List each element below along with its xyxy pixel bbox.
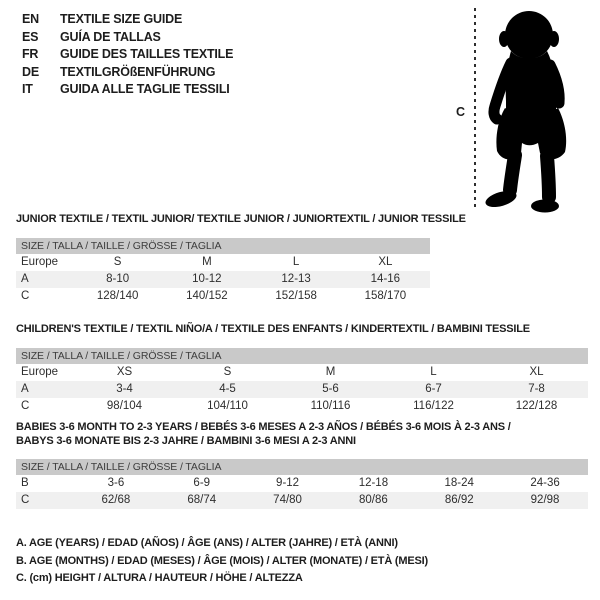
language-code: EN [22, 12, 39, 26]
table-cell: 122/128 [515, 399, 558, 412]
table-title: JUNIOR TEXTILE / TEXTIL JUNIOR/ TEXTILE JUNIOR / JUNIORTEXTIL / JUNIOR TESSILE [16, 213, 466, 225]
row-label: B [21, 477, 29, 489]
guide-title: TEXTILE SIZE GUIDE [60, 12, 183, 26]
table-row [16, 271, 430, 288]
footnote-line: A. AGE (YEARS) / EDAD (AÑOS) / ÂGE (ANS) / ALTER (JAHRE) / ETÀ (ANNI) [16, 537, 398, 549]
language-code: DE [22, 64, 39, 79]
table-cell: 9-12 [276, 477, 300, 489]
table-cell: XS [116, 365, 133, 378]
table-cell: 80/86 [359, 494, 388, 506]
table-cell: 4-5 [219, 382, 236, 395]
table-row [16, 288, 430, 305]
table-cell: 10-12 [192, 272, 222, 285]
language-row [22, 81, 233, 99]
table-row [16, 254, 430, 271]
size-header-bar: SIZE / TALLA / TAILLE / GRÖSSE / TAGLIA [16, 459, 588, 475]
language-code: IT [22, 82, 33, 96]
table-cell: 92/98 [530, 494, 560, 506]
row-label: Europe [21, 365, 59, 378]
size-header-bar: SIZE / TALLA / TAILLE / GRÖSSE / TAGLIA [16, 238, 430, 254]
size-table [16, 213, 466, 305]
size-header-bar: SIZE / TALLA / TAILLE / GRÖSSE / TAGLIA [16, 348, 588, 364]
language-code: ES [22, 29, 39, 44]
height-measure-label: C [456, 105, 466, 119]
table-cell: 68/74 [187, 494, 217, 506]
guide-title: TEXTILGRÖßENFÜHRUNG [60, 64, 216, 79]
table-cell: 110/116 [310, 399, 351, 412]
language-row [22, 64, 233, 82]
table-cell: 128/140 [96, 289, 139, 302]
table-cell: S [113, 255, 122, 268]
row-label: A [21, 272, 29, 285]
table-row [16, 381, 588, 398]
footnote-line: C. (cm) HEIGHT / ALTURA / HAUTEUR / HÖHE / ALTEZZA [16, 572, 303, 584]
height-dashed-line [474, 8, 476, 208]
size-table [16, 421, 588, 509]
table-cell: 98/104 [106, 399, 143, 412]
language-code: FR [22, 47, 39, 61]
row-label: C [21, 289, 30, 302]
table-cell: 86/92 [444, 494, 474, 506]
row-label: A [21, 382, 29, 395]
table-cell: 8-10 [106, 272, 130, 285]
guide-title: GUIDA ALLE TAGLIE TESSILI [60, 82, 230, 96]
table-cell: 14-16 [370, 272, 401, 285]
table-cell: 74/80 [273, 494, 302, 506]
table-cell: 5-6 [322, 382, 339, 395]
table-cell: 104/110 [207, 399, 248, 412]
table-cell: M [325, 365, 336, 378]
table-cell: 3-4 [116, 382, 133, 395]
table-cell: 18-24 [444, 477, 474, 489]
table-row [16, 364, 588, 381]
language-row [22, 46, 233, 64]
table-cell: XL [378, 255, 393, 268]
language-title-list [22, 11, 233, 99]
table-cell: 7-8 [528, 382, 545, 395]
table-row [16, 398, 588, 415]
table-title: BABIES 3-6 MONTH TO 2-3 YEARS / BEBÉS 3-6 MESES A 2-3 AÑOS / BÉBÉS 3-6 MOIS À 2-3 ANS / [16, 421, 511, 433]
table-cell: 158/170 [364, 289, 407, 302]
table-cell: 6-9 [193, 477, 211, 489]
table-title: BABYS 3-6 MONATE BIS 2-3 JAHRE / BAMBINI 3-6 MESI A 2-3 ANNI [16, 434, 356, 447]
table-cell: 12-13 [281, 272, 311, 285]
table-cell: L [430, 365, 437, 378]
table-cell: 12-18 [358, 477, 389, 489]
table-cell: 24-36 [530, 477, 560, 489]
row-label: Europe [21, 255, 59, 268]
row-label: C [21, 494, 30, 506]
table-cell: S [223, 365, 232, 378]
baby-silhouette-icon [481, 5, 581, 215]
table-row [16, 492, 588, 509]
table-cell: M [202, 255, 212, 268]
guide-title: GUÍA DE TALLAS [60, 29, 161, 44]
guide-title: GUIDE DES TAILLES TEXTILE [60, 47, 234, 61]
language-row [22, 29, 233, 47]
table-cell: 152/158 [275, 289, 317, 302]
table-cell: 3-6 [107, 477, 125, 489]
table-cell: 6-7 [425, 382, 442, 395]
table-cell: 140/152 [186, 289, 228, 302]
language-row [22, 11, 233, 29]
table-cell: 116/122 [413, 399, 454, 412]
footnote-line: B. AGE (MONTHS) / EDAD (MESES) / ÂGE (MOIS) / ALTER (MONATE) / ETÀ (MESI) [16, 554, 428, 567]
footnote-legend [16, 535, 428, 588]
table-cell: L [292, 255, 300, 268]
table-row [16, 475, 588, 492]
size-table [16, 323, 588, 415]
table-title: CHILDREN'S TEXTILE / TEXTIL NIÑO/A / TEXTILE DES ENFANTS / KINDERTEXTIL / BAMBINI TESSILE [16, 323, 530, 335]
table-cell: 62/68 [101, 494, 131, 506]
row-label: C [21, 399, 30, 412]
table-cell: XL [529, 365, 544, 378]
